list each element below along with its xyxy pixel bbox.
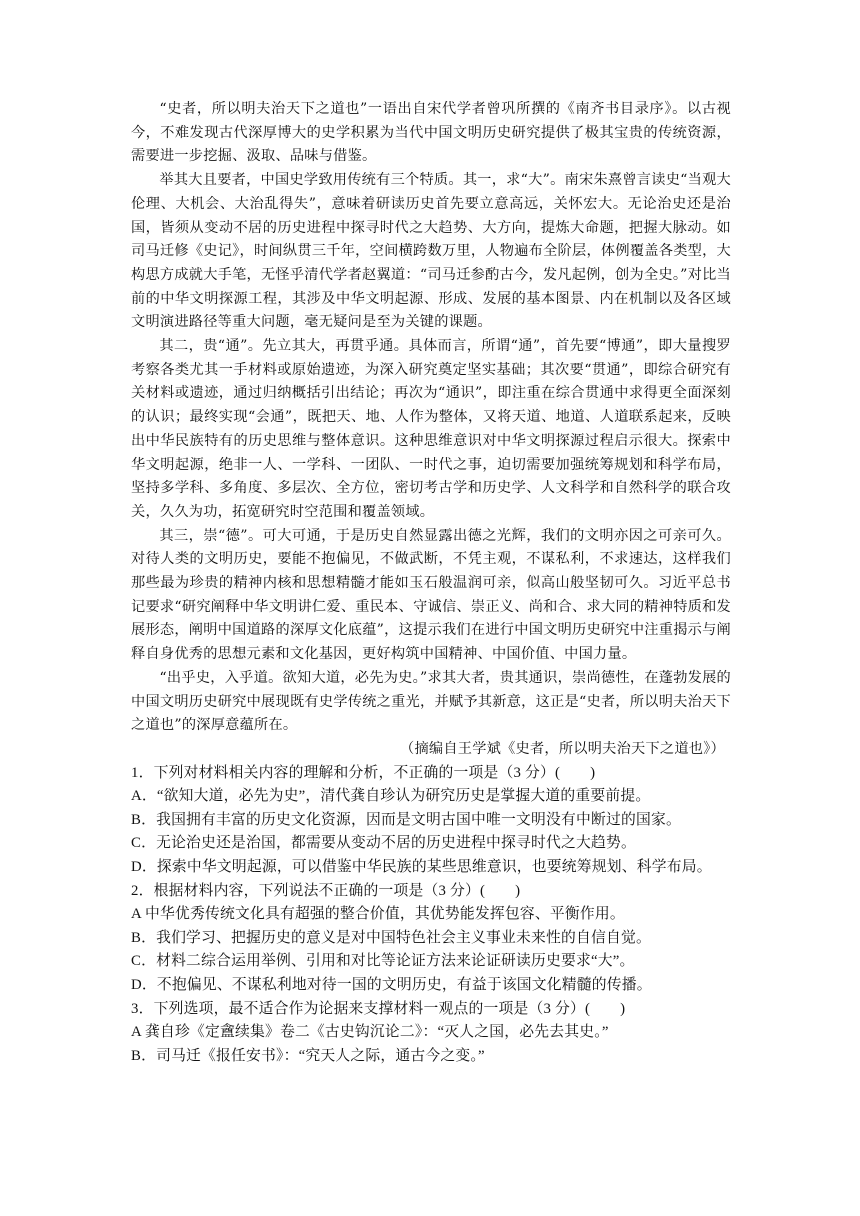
question-3-option-a: A 龚自珍《定盦续集》卷二《古史钩沉论二》：“灭人之国，必先去其史。” — [131, 1024, 609, 1041]
question-2-option-c: C．材料二综合运用举例、引用和对比等论证方法来论证研读历史要求“大”。 — [131, 953, 635, 970]
exam-page — [131, 98, 731, 1068]
question-1 — [131, 762, 731, 880]
question-2-option-a: A 中华优秀传统文化具有超强的整合价值，其优势能发挥包容、平衡作用。 — [131, 906, 625, 923]
question-1-option-d: D．探索中华文明起源，可以借鉴中华民族的某些思维意识，也要统筹规划、科学布局。 — [131, 859, 712, 876]
question-2-stem: 2．根据材料内容，下列说法不正确的一项是（3 分）( ) — [131, 882, 521, 899]
article-paragraph-2: 举其大且要者，中国史学致用传统有三个特质。其一，求“大”。南宋朱熹曾言读史“当观大伦理、大机会、大治乱得失”，意味着研读历史首先要立意高远，关怀宏大。无论治史还是治国，皆须从变动不居的历史进程中探寻时代之大趋势、大方向，提炼大命题，把握大脉动。如司马迁修《史记》，时间纵贯三千年，空间横跨数万里，人物遍布全阶层，体例覆盖各类型，大构思方成就大手笔，无怪乎清代学者赵翼道：“司马迁参酌古今，发凡起例，创为全史。”对比当前的中华文明探源工程，其涉及中华文明起源、形成、发展的基本图景、内在机制以及各区域文明演进路径等重大问题，毫无疑问是至为关键的课题。 — [131, 172, 731, 331]
question-3 — [131, 998, 731, 1069]
article-paragraph-3: 其二，贵“通”。先立其大，再贯乎通。具体而言，所谓“通”，首先要“博通”，即大量搜罗考察各类尤其一手材料或原始遗迹，为深入研究奠定坚实基础；其次要“贯通”，即综合研究有关材料或遗迹，通过归纳概括引出结论；再次为“通识”，即注重在综合贯通中求得更全面深刻的认识；最终实现“会通”，既把天、地、人作为整体，又将天道、地道、人道联系起来，反映出中华民族特有的历史思维与整体意识。这种思维意识对中华文明探源过程启示很大。探索中华文明起源，绝非一人、一学科、一团队、一时代之事，迫切需要加强统筹规划和科学布局，坚持多学科、多角度、多层次、全方位，密切考古学和历史学、人文科学和自然科学的联合攻关，久久为功，拓宽研究时空范围和覆盖领域。 — [131, 338, 731, 520]
question-1-option-b: B．我国拥有丰富的历史文化资源，因而是文明古国中唯一文明没有中断过的国家。 — [131, 811, 681, 828]
article-source: （摘编自王学斌《史者，所以明夫治天下之道也》） — [400, 740, 725, 757]
question-2 — [131, 880, 731, 998]
article-paragraph-4: 其三，崇“德”。可大可通，于是历史自然显露出德之光辉，我们的文明亦因之可亲可久。对待人类的文明历史，要能不抱偏见，不做武断，不凭主观，不谋私利，不求速达，这样我们那些最为珍贵的精神内核和思想精髓才能如玉石般温润可亲，似高山般坚韧可久。习近平总书记要求“研究阐释中华文明讲仁爱、重民本、守诚信、崇正义、尚和合、求大同的精神特质和发展形态，阐明中国道路的深厚文化底蕴”，这提示我们在进行中国文明历史研究中注重揭示与阐释自身优秀的思想元素和文化基因，更好构筑中国精神、中国价值、中国力量。 — [131, 527, 731, 663]
question-3-option-b: B．司马迁《报任安书》：“究天人之际，通古今之变。” — [131, 1047, 485, 1064]
question-1-option-c: C．无论治史还是治国，都需要从变动不居的历史进程中探寻时代之大趋势。 — [131, 835, 636, 852]
question-1-stem: 1．下列对材料相关内容的理解和分析，不正确的一项是（3 分）( ) — [131, 764, 596, 781]
question-3-stem: 3．下列选项，最不适合作为论据来支撑材料一观点的一项是（3 分）( ) — [131, 1000, 626, 1017]
reading-article — [131, 98, 731, 762]
article-paragraph-1: “史者，所以明夫治天下之道也”一语出自宋代学者曾巩所撰的《南齐书目录序》。以古视今，不难发现古代深厚博大的史学积累为当代中国文明历史研究提供了极其宝贵的传统资源，需要进一步挖掘、汲取、品味与借鉴。 — [131, 101, 731, 165]
question-2-option-b: B．我们学习、把握历史的意义是对中国特色社会主义事业未来性的自信自觉。 — [131, 929, 651, 946]
question-2-option-d: D．不抱偏见、不谋私利地对待一国的文明历史，有益于该国文化精髓的传播。 — [131, 977, 652, 994]
article-paragraph-5: “出乎史，入乎道。欲知大道，必先为史。”求其大者，贵其通识，崇尚德性，在蓬勃发展的中国文明历史研究中展现既有史学传统之重光，并赋予其新意，这正是“史者，所以明夫治天下之道也”的深厚意蕴所在。 — [131, 669, 731, 734]
question-1-option-a: A．“欲知大道，必先为史”，清代龚自珍认为研究历史是掌握大道的重要前提。 — [131, 788, 651, 805]
